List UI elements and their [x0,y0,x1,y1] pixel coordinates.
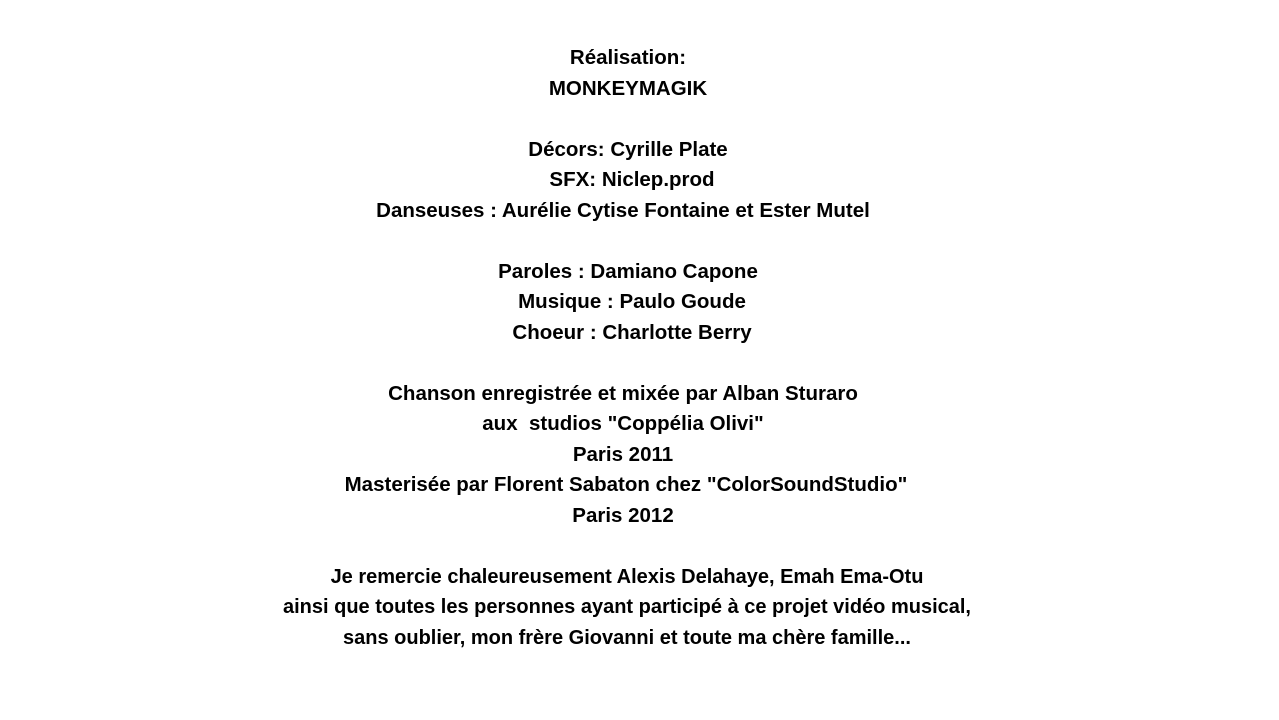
realisation-heading: Réalisation: [569,46,687,69]
thanks-line-2: ainsi que toutes les personnes ayant participé à ce projet vidéo musical, [282,596,971,618]
musique-credit: Musique : Paulo Goude [518,290,746,313]
thanks-line-1: Je remercie chaleureusement Alexis Delahaye, Emah Ema-Otu [330,565,924,588]
recording-line-4: Masterisée par Florent Sabaton chez "ColorSoundStudio" [344,473,908,496]
credits-screen [0,43,1242,653]
recording-line-2: aux studios "Coppélia Olivi" [482,412,764,435]
choeur-credit: Choeur : Charlotte Berry [512,320,752,344]
recording-line-3: Paris 2011 [572,442,674,466]
recording-line-5: Paris 2012 [572,503,674,527]
thanks-line-3: sans oublier, mon frère Giovanni et toute ma chère famille... [343,626,911,649]
danseuses-credit: Danseuses : Aurélie Cytise Fontaine et Ester Mutel [376,198,870,222]
realisation-block [0,43,1242,104]
crew-block [0,135,1242,227]
sfx-credit: SFX: Niclep.prod [549,168,715,191]
music-block [0,257,1242,349]
thanks-block [0,562,1242,654]
recording-line-1: Chanson enregistrée et mixée par Alban Sturaro [388,381,858,405]
paroles-credit: Paroles : Damiano Capone [498,259,758,283]
decors-credit: Décors: Cyrille Plate [528,137,728,161]
recording-block [0,379,1242,532]
realisation-name: MONKEYMAGIK [548,76,708,100]
